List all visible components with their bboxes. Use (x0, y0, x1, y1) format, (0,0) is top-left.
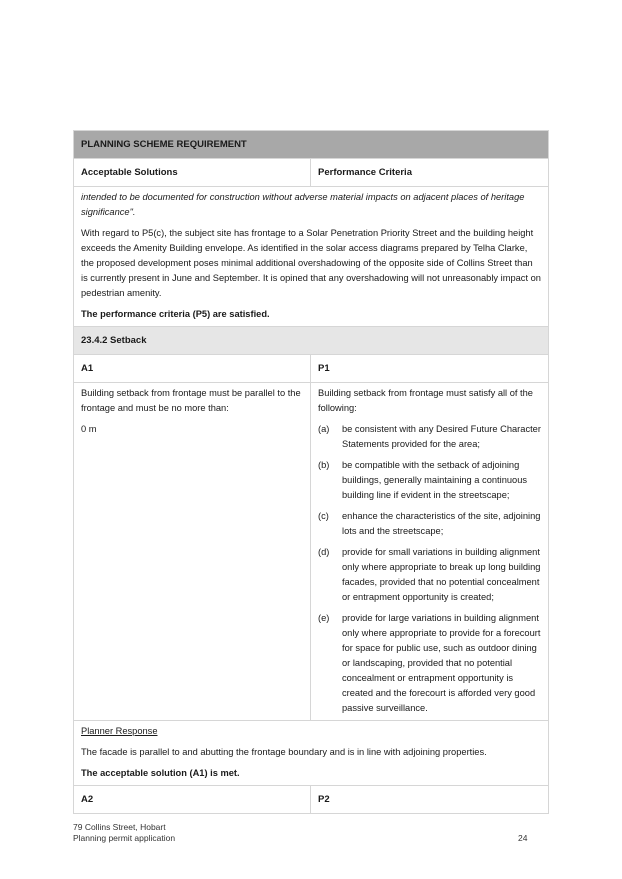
planner-response-heading: Planner Response (81, 726, 158, 736)
list-item-label: (d) (318, 547, 330, 557)
list-item (318, 422, 541, 452)
p1-list (318, 422, 541, 716)
a1-label: A1 (74, 355, 311, 383)
col-performance-criteria: Performance Criteria (311, 159, 549, 187)
list-item-text: provide for large variations in building alignment only where appropriate to provide for a forecourt for space for public use, such as outdoor dining or landscaping, provided that no potential concealment or entrapment opportunity is created and the forecourt is afforded very good passive surveillance. (342, 613, 541, 713)
list-item-text: enhance the characteristics of the site, adjoining lots and the streetscape; (342, 511, 541, 536)
footer-doc: Planning permit application (73, 833, 176, 843)
list-item-text: provide for small variations in building alignment only where appropriate to break up long building facades, provided that no potential concealment or entrapment opportunity is created; (342, 547, 541, 602)
continuation-conclusion: The performance criteria (P5) are satisfied. (81, 309, 270, 319)
list-item-text: be consistent with any Desired Future Character Statements provided for the area; (342, 424, 541, 449)
list-item-label: (c) (318, 511, 329, 521)
planner-response-cell (74, 721, 549, 786)
continuation-cell (74, 187, 549, 327)
p1-intro: Building setback from frontage must satisfy all of the following: (318, 388, 533, 413)
list-item-text: be compatible with the setback of adjoining buildings, generally maintaining a continuous building line if evident in the streetscape; (342, 460, 528, 500)
p2-label: P2 (311, 786, 549, 814)
list-item (318, 611, 541, 716)
col-acceptable-solutions: Acceptable Solutions (74, 159, 311, 187)
continuation-italic: intended to be documented for construction without adverse material impacts on adjacent places of heritage significance". (81, 192, 525, 217)
a1-text: Building setback from frontage must be parallel to the frontage and must be no more than: (81, 388, 301, 413)
list-item (318, 509, 541, 539)
p1-label: P1 (311, 355, 549, 383)
a1-cell (74, 383, 311, 721)
table-header: PLANNING SCHEME REQUIREMENT (74, 131, 549, 159)
list-item-label: (b) (318, 460, 330, 470)
section-title: 23.4.2 Setback (74, 327, 549, 355)
list-item (318, 545, 541, 605)
planner-response-text: The facade is parallel to and abutting the frontage boundary and is in line with adjoining properties. (81, 747, 487, 757)
planning-table (73, 130, 549, 814)
planner-response-conclusion: The acceptable solution (A1) is met. (81, 768, 240, 778)
page-number: 24 (518, 833, 528, 843)
list-item-label: (a) (318, 424, 330, 434)
list-item (318, 458, 541, 503)
continuation-paragraph: With regard to P5(c), the subject site has frontage to a Solar Penetration Priority Street and the building height exceeds the Amenity Building envelope. As identified in the solar access diagrams prepared by Telha Clarke, the proposed development poses minimal additional overshadowing of the opposite side of Collins Street than is currently present in June and September. It is opined that any overshadowing will not unreasonably impact on pedestrian amenity. (81, 228, 541, 298)
a1-value: 0 m (81, 424, 97, 434)
list-item-label: (e) (318, 613, 330, 623)
p1-cell (311, 383, 549, 721)
a2-label: A2 (74, 786, 311, 814)
footer (73, 822, 175, 844)
footer-address: 79 Collins Street, Hobart (73, 822, 166, 832)
